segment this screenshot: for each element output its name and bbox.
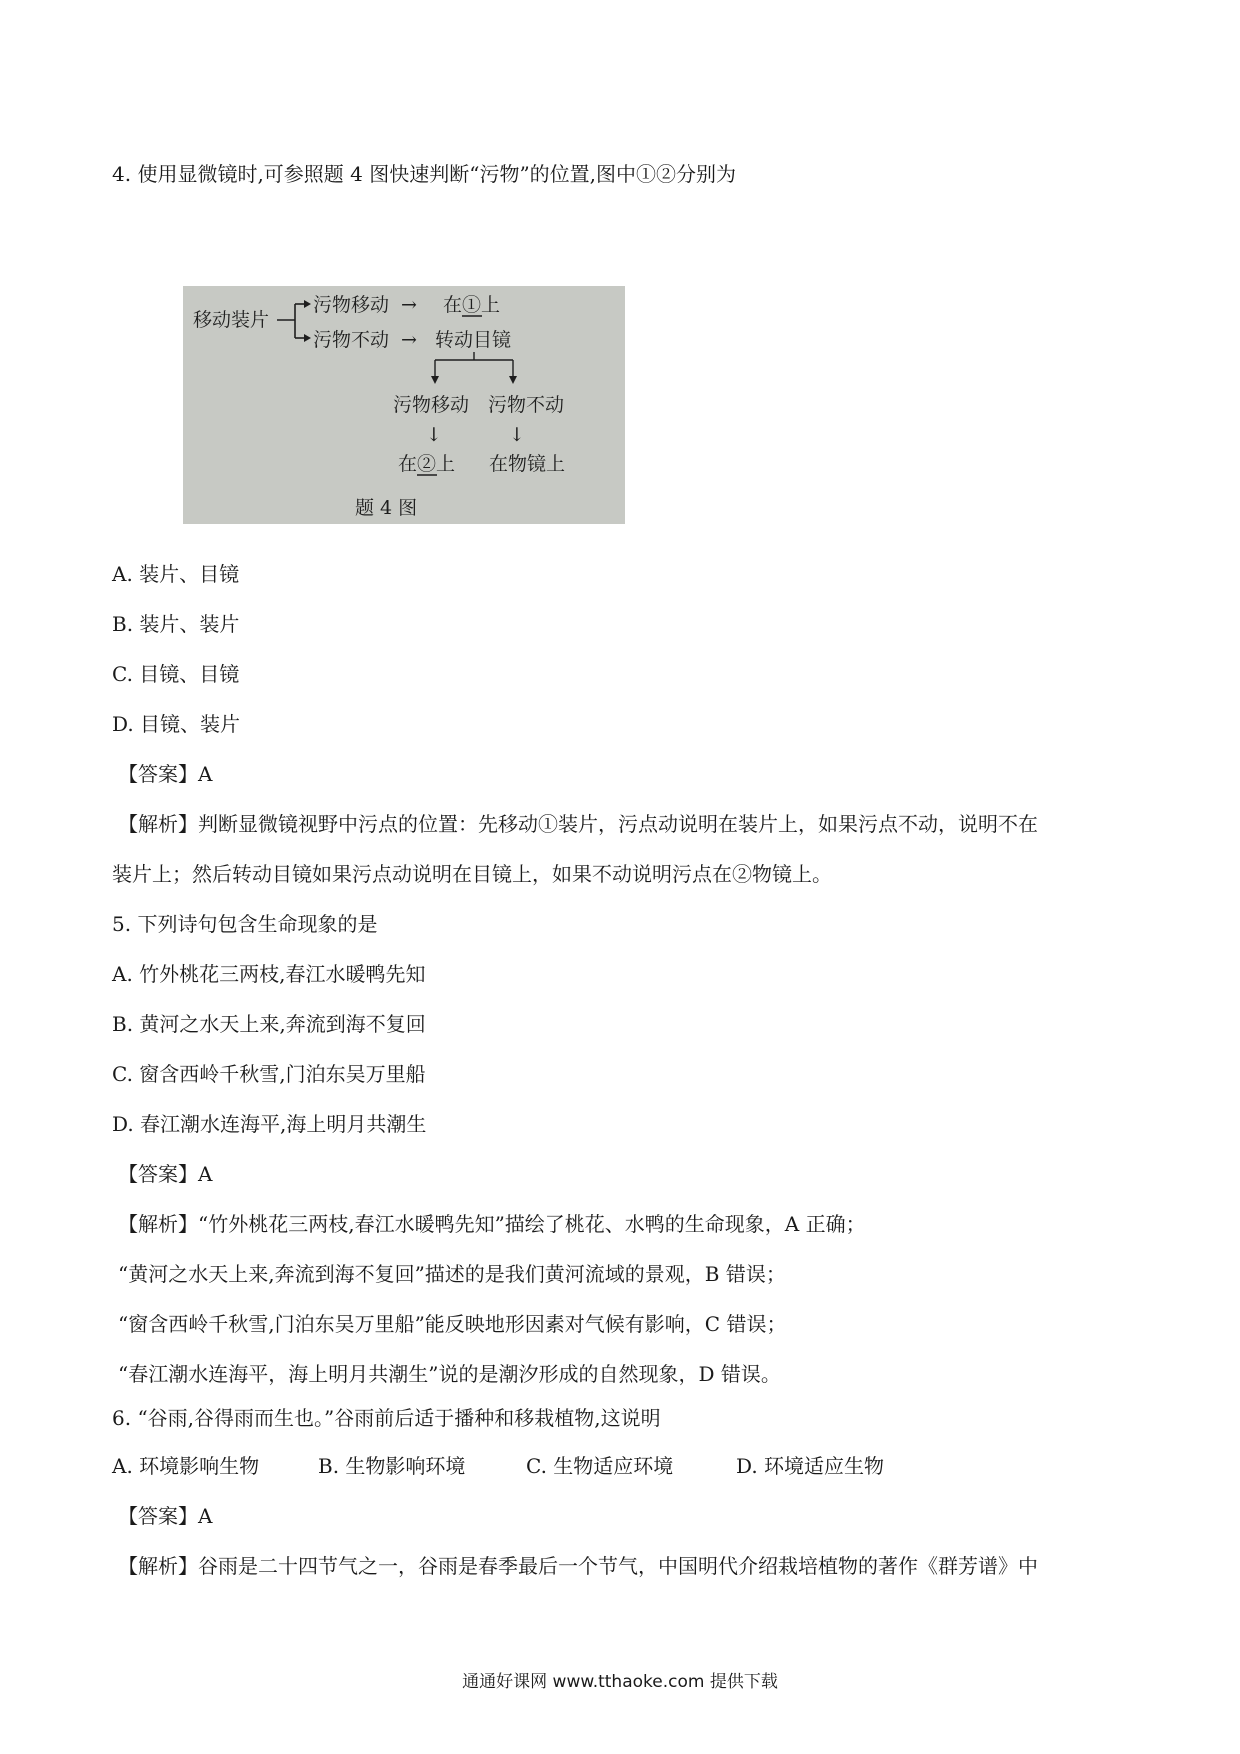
fig-caption: 题 4 图 [355,497,418,519]
q5-option-c: C. 窗含西岭千秋雪,门泊东吴万里船 [112,1062,426,1086]
q5-option-d: D. 春江潮水连海平,海上明月共潮生 [112,1112,427,1136]
q4-figure [183,286,625,524]
fig-sub2: 污物不动 [488,394,565,416]
q5-analysis-line3: “窗含西岭千秋雪,门泊东吴万里船”能反映地形因素对气候有影响，C 错误； [118,1312,787,1336]
flowchart-diagram [183,286,625,524]
q4-stem: 4. 使用显微镜时,可参照题 4 图快速判断“污物”的位置,图中①②分别为 [112,162,737,186]
fig-start: 移动装片 [193,309,270,331]
q6-options [112,1452,884,1480]
q6-option-c: C. 生物适应环境 [526,1454,674,1478]
q4-option-a: A. 装片、目镜 [112,562,240,586]
fig-down1: ↓ [426,424,442,446]
q5-analysis-line1: 【解析】“竹外桃花三两枝,春江水暖鸭先知”描绘了桃花、水鸭的生命现象，A 正确； [118,1212,866,1236]
fig-down2: ↓ [509,424,525,446]
split-right-arrowhead [509,376,517,384]
fig-result2: 在②上 [398,453,456,475]
fig-result3: 在物镜上 [489,453,566,475]
fig-branch1: 污物移动 [313,294,390,316]
q6-answer: 【答案】A [118,1504,213,1528]
q6-option-b: B. 生物影响环境 [318,1454,466,1478]
q6-analysis: 【解析】谷雨是二十四节气之一，谷雨是春季最后一个节气，中国明代介绍栽培植物的著作《群芳谱》中 [118,1554,1038,1578]
fig-arrow2: → [401,329,417,351]
q4-analysis-line1: 【解析】判断显微镜视野中污点的位置：先移动①装片，污点动说明在装片上，如果污点不动，说明不在 [118,812,1038,836]
bracket-arrowhead-bottom [304,334,311,342]
q5-analysis-line4: “春江潮水连海平，海上明月共潮生”说的是潮汐形成的自然现象，D 错误。 [118,1362,781,1386]
fig-branch2: 污物不动 [313,329,390,351]
split-left-arrowhead [431,376,439,384]
q5-stem: 5. 下列诗句包含生命现象的是 [112,912,378,936]
fig-arrow1: → [401,294,417,316]
q4-answer: 【答案】A [118,762,213,786]
q6-option-a: A. 环境影响生物 [112,1454,260,1478]
q5-answer: 【答案】A [118,1162,213,1186]
bracket-arrowhead-top [304,300,311,308]
q4-analysis-line2: 装片上；然后转动目镜如果污点动说明在目镜上，如果不动说明污点在②物镜上。 [112,862,832,886]
page-footer: 通通好课网 www.tthaoke.com 提供下载 [462,1672,778,1692]
q5-analysis-line2: “黄河之水天上来,奔流到海不复回”描述的是我们黄河流域的景观，B 错误； [118,1262,786,1286]
q6-option-d: D. 环境适应生物 [736,1454,885,1478]
fig-result1: 在①上 [443,294,501,316]
q5-option-a: A. 竹外桃花三两枝,春江水暖鸭先知 [112,962,426,986]
q4-option-c: C. 目镜、目镜 [112,662,240,686]
q5-option-b: B. 黄河之水天上来,奔流到海不复回 [112,1012,426,1036]
fig-step2: 转动目镜 [435,329,512,351]
q4-option-d: D. 目镜、装片 [112,712,241,736]
fig-sub1: 污物移动 [393,394,470,416]
q6-stem: 6. “谷雨,谷得雨而生也。”谷雨前后适于播种和移栽植物,这说明 [112,1406,661,1430]
q4-option-b: B. 装片、装片 [112,612,240,636]
